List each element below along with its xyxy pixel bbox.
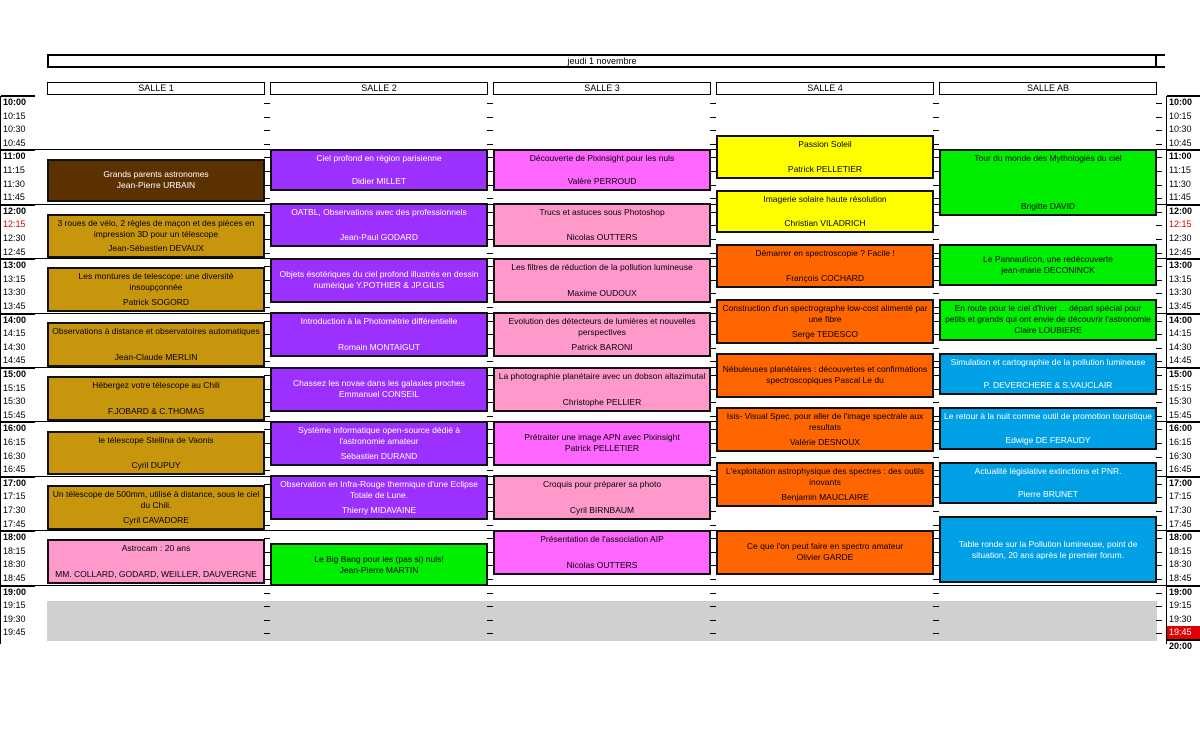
session-block[interactable] — [270, 367, 488, 412]
session-speaker: Jean-Claude MERLIN — [114, 351, 198, 362]
hour-rule — [1167, 476, 1200, 478]
time-label: 18:00 — [1169, 532, 1193, 543]
time-label: 19:45 — [3, 627, 26, 638]
time-label: 16:45 — [1169, 464, 1192, 475]
slot-dash — [264, 103, 270, 104]
slot-dash — [1156, 144, 1162, 145]
time-label: 18:15 — [3, 545, 26, 556]
session-block[interactable] — [493, 258, 711, 303]
session-block[interactable] — [939, 149, 1157, 216]
slot-dash — [933, 130, 939, 131]
slot-dash — [487, 130, 493, 131]
slot-dash — [710, 633, 716, 634]
session-speaker: Sébastien DURAND — [340, 450, 418, 461]
time-label: 16:30 — [3, 450, 26, 461]
session-title: Table ronde sur la Pollution lumineuse, point de situation, 20 ans après le premier forum. — [958, 538, 1138, 560]
slot-dash — [1156, 511, 1162, 512]
time-label: 11:00 — [3, 151, 26, 162]
session-title: Prétraiter une image APN avec Pixinsight — [524, 432, 680, 443]
hour-rule — [1167, 530, 1200, 532]
slot-dash — [933, 239, 939, 240]
session-title: Hébergez votre télescope au Chili — [92, 380, 220, 391]
slot-dash — [1156, 457, 1162, 458]
time-label: 18:30 — [3, 559, 26, 570]
hour-line — [34, 585, 1166, 586]
session-block[interactable] — [47, 214, 265, 258]
slot-dash — [1156, 593, 1162, 594]
session-speaker: Nicolas OUTTERS — [566, 559, 638, 570]
session-block[interactable] — [716, 407, 934, 452]
session-title: Observations à distance et observatoires automatiques — [52, 325, 260, 336]
time-label: 18:15 — [1169, 545, 1192, 556]
time-label: 19:45 — [1167, 626, 1200, 640]
session-speaker: Olivier GARDE — [796, 552, 854, 563]
time-label: 17:45 — [3, 518, 26, 529]
time-label: 13:45 — [3, 301, 26, 311]
session-block[interactable] — [493, 312, 711, 357]
slot-dash — [710, 606, 716, 607]
hour-rule — [1167, 585, 1200, 587]
time-label: 19:15 — [1169, 600, 1192, 611]
session-speaker: Didier MILLET — [351, 176, 407, 187]
time-label: 17:00 — [3, 477, 27, 488]
time-label: 13:00 — [3, 260, 27, 271]
slot-dash — [1156, 239, 1162, 240]
session-speaker: Jean-Pierre URBAIN — [116, 180, 196, 191]
time-label: 17:15 — [3, 491, 26, 502]
session-title: Le Pannauticon, une redécouverte — [983, 254, 1113, 265]
session-block[interactable] — [270, 421, 488, 466]
slot-dash — [1156, 633, 1162, 634]
slot-dash — [487, 470, 493, 471]
hour-rule — [1167, 258, 1200, 260]
slot-dash — [933, 103, 939, 104]
session-speaker: Nicolas OUTTERS — [566, 231, 638, 242]
time-label: 12:00 — [1169, 205, 1193, 216]
session-speaker: Cyril CAVADORE — [123, 514, 189, 525]
time-label: 11:30 — [3, 178, 25, 189]
session-block[interactable] — [47, 267, 265, 312]
session-speaker: Jean-Paul GODARD — [340, 231, 418, 242]
slot-dash — [487, 633, 493, 634]
time-label: 16:30 — [1169, 450, 1192, 461]
time-label: 12:30 — [1169, 233, 1192, 243]
session-block[interactable] — [270, 543, 488, 585]
hour-rule — [1167, 95, 1200, 97]
room-header-4: SALLE 4 — [716, 82, 934, 95]
session-block[interactable] — [47, 322, 265, 367]
time-label: 14:00 — [3, 314, 27, 325]
slot-dash — [1156, 402, 1162, 403]
session-speaker: Edwige DE FERAUDY — [1005, 434, 1091, 445]
time-label: 12:00 — [3, 205, 27, 216]
session-speaker: Emmanuel CONSEIL — [338, 389, 420, 400]
slot-dash — [487, 307, 493, 308]
session-speaker: Patrick PELLETIER — [564, 443, 640, 454]
session-title: Objets ésotériques du ciel profond illustrés en dessin numérique Y.POTHIER & JP.GILIS — [279, 269, 479, 291]
session-block[interactable] — [270, 312, 488, 357]
session-title: L'exploitation astrophysique des spectres : des outils inovants — [725, 465, 925, 487]
session-speaker: Christian VILADRICH — [784, 218, 866, 229]
time-label: 15:00 — [3, 369, 27, 379]
session-title: Nébuleuses planétaires : découvertes et confirmations spectroscopiques Pascal Le du — [722, 364, 928, 386]
session-block[interactable] — [493, 367, 711, 412]
slot-dash — [264, 117, 270, 118]
session-block[interactable] — [47, 159, 265, 203]
session-block[interactable] — [716, 190, 934, 234]
session-speaker: Valérie DESNOUX — [789, 437, 861, 448]
session-title: En route pour le ciel d'hiver ... départ spécial pour petits et grands qui ont envie de découvrir l'astronomie — [945, 303, 1151, 325]
slot-dash — [487, 144, 493, 145]
time-label: 19:30 — [3, 613, 26, 624]
time-label: 14:45 — [3, 355, 26, 366]
session-block[interactable] — [270, 258, 488, 303]
time-column-left — [0, 96, 34, 644]
time-label: 10:00 — [1169, 97, 1193, 107]
session-title: Le retour à la nuit comme outil de promotion touristique — [944, 411, 1152, 422]
session-speaker: Patrick SOGORD — [122, 297, 190, 308]
hour-rule — [1, 258, 35, 260]
session-title: Astrocam : 20 ans — [121, 543, 191, 554]
day-header-tick — [1157, 54, 1165, 68]
time-label: 13:15 — [3, 273, 26, 284]
slot-dash — [710, 525, 716, 526]
time-label: 11:45 — [3, 192, 25, 203]
time-label: 17:30 — [1169, 505, 1192, 515]
time-label: 18:00 — [3, 532, 27, 543]
slot-dash — [933, 606, 939, 607]
slot-dash — [264, 144, 270, 145]
time-label: 10:45 — [3, 137, 26, 148]
time-label: 15:30 — [3, 396, 26, 407]
session-speaker: Patrick BARONI — [571, 342, 633, 353]
session-speaker: Patrick PELLETIER — [787, 163, 863, 174]
session-title: Les filtres de réduction de la pollution lumineuse — [511, 261, 693, 272]
session-block[interactable] — [47, 431, 265, 476]
time-label: 14:45 — [1169, 355, 1192, 366]
time-label: 17:30 — [3, 505, 26, 515]
slot-dash — [487, 593, 493, 594]
slot-dash — [710, 103, 716, 104]
session-block[interactable] — [47, 376, 265, 421]
time-label: 19:30 — [1169, 613, 1192, 624]
hour-rule — [1, 313, 35, 315]
slot-dash — [487, 606, 493, 607]
slot-dash — [487, 198, 493, 199]
time-label: 16:00 — [1169, 423, 1193, 434]
time-label: 10:00 — [3, 97, 27, 107]
session-block[interactable] — [716, 353, 934, 398]
session-title: Démarrer en spectroscopie ? Facile ! — [755, 248, 895, 259]
slot-dash — [710, 130, 716, 131]
session-speaker: Maxime OUDOUX — [567, 287, 637, 298]
slot-dash — [487, 117, 493, 118]
session-title: Les montures de telescope: une diversité insoupçonnée — [78, 271, 234, 293]
slot-dash — [264, 620, 270, 621]
time-label: 16:15 — [3, 437, 26, 447]
session-title: Construction d'un spectrographe low-cost alimenté par une fibre — [722, 302, 928, 324]
time-label: 15:00 — [1169, 369, 1193, 379]
session-title: Ciel profond en région parisienne — [316, 153, 442, 164]
session-speaker: Jean-Pierre MARTIN — [339, 564, 419, 575]
session-title: Evolution des détecteurs de lumières et nouvelles perspectives — [508, 316, 696, 338]
session-title: La photographie planétaire avec un dobson altazimutal — [498, 370, 706, 381]
time-label: 17:00 — [1169, 477, 1193, 488]
time-label: 14:00 — [1169, 314, 1193, 325]
session-block[interactable] — [270, 475, 488, 520]
slot-dash — [933, 511, 939, 512]
session-block[interactable] — [716, 530, 934, 575]
session-speaker: Cyril BIRNBAUM — [569, 505, 635, 516]
slot-dash — [933, 293, 939, 294]
time-label: 17:15 — [1169, 491, 1192, 502]
room-header-1: SALLE 1 — [47, 82, 265, 95]
session-block[interactable] — [716, 299, 934, 344]
session-block[interactable] — [716, 462, 934, 507]
session-speaker: Serge TEDESCO — [792, 328, 858, 339]
session-block[interactable] — [493, 421, 711, 466]
time-label: 14:30 — [3, 341, 26, 352]
slot-dash — [933, 620, 939, 621]
session-speaker: Cyril DUPUY — [131, 460, 181, 471]
session-title: Chassez les novae dans les galaxies proches — [293, 378, 465, 389]
time-label: 18:45 — [3, 573, 26, 583]
session-title: Simulation et cartographie de la pollution lumineuse — [950, 357, 1146, 368]
time-label: 10:45 — [1169, 137, 1192, 148]
session-speaker: Valère PERROUD — [567, 176, 637, 187]
session-speaker: jean-marie DECONINCK — [1001, 265, 1095, 276]
time-label: 10:15 — [3, 110, 26, 121]
session-title: Isis- Visual Spec, pour aller de l'image spectrale aux resultats — [726, 411, 924, 433]
slot-dash — [487, 416, 493, 417]
hour-rule — [1, 149, 35, 151]
session-block[interactable] — [716, 244, 934, 288]
slot-dash — [487, 620, 493, 621]
session-speaker: F.JOBARD & C.THOMAS — [107, 406, 205, 417]
session-block[interactable] — [493, 475, 711, 520]
session-block[interactable] — [270, 149, 488, 191]
time-label: 19:00 — [3, 586, 27, 597]
time-label: 15:45 — [1169, 409, 1192, 420]
time-label: 15:15 — [3, 382, 26, 393]
session-title: Découverte de Pixinsight pour les nuls — [529, 153, 675, 164]
session-title: le télescope Stellina de Vaonis — [98, 434, 214, 445]
room-header-5: SALLE AB — [939, 82, 1157, 95]
time-label: 12:15 — [1169, 219, 1192, 230]
slot-dash — [1156, 117, 1162, 118]
time-label: 11:00 — [1169, 151, 1192, 162]
session-title: 3 roues de vélo, 2 règles de maçon et des pièces en impression 3D pour un télescope — [57, 218, 255, 240]
slot-dash — [933, 633, 939, 634]
evening-band — [47, 601, 1157, 641]
slot-dash — [933, 457, 939, 458]
session-title: Système informatique open-source dédié à l'astronomie amateur — [297, 425, 461, 447]
session-speaker: Pierre BRUNET — [1018, 488, 1078, 499]
session-block[interactable] — [939, 353, 1157, 395]
session-speaker: Thierry MIDAVAINE — [341, 505, 417, 516]
session-title: Croquis pour préparer sa photo — [542, 479, 662, 490]
session-speaker: Jean-Sébastien DEVAUX — [108, 242, 204, 253]
session-speaker: Claire LOUBIERE — [1014, 325, 1082, 336]
slot-dash — [264, 606, 270, 607]
session-title: Observation en Infra-Rouge thermique d'une Eclipse Totale de Lune. — [280, 479, 478, 501]
slot-dash — [487, 103, 493, 104]
slot-dash — [1156, 348, 1162, 349]
time-label: 14:15 — [1169, 328, 1192, 339]
session-title: Présentation de l'association AIP — [540, 533, 664, 544]
session-title: Le Big Bang pour les (pas si) nuls! — [314, 553, 444, 564]
session-block[interactable] — [493, 530, 711, 575]
time-label: 16:45 — [3, 464, 26, 475]
session-block[interactable] — [939, 299, 1157, 341]
day-header: jeudi 1 novembre — [47, 54, 1157, 68]
hour-rule — [1, 421, 35, 423]
hour-rule — [1167, 367, 1200, 369]
time-label: 18:45 — [1169, 573, 1192, 583]
time-label: 19:00 — [1169, 586, 1193, 597]
time-label: 10:30 — [1169, 124, 1192, 135]
time-label: 14:30 — [1169, 341, 1192, 352]
session-title: Ce que l'on peut faire en spectro amateur — [746, 541, 904, 552]
time-column-right — [1166, 96, 1200, 651]
slot-dash — [1156, 225, 1162, 226]
session-title: Trucs et astuces sous Photoshop — [539, 207, 665, 218]
slot-dash — [264, 633, 270, 634]
hour-rule — [1, 476, 35, 478]
room-header-3: SALLE 3 — [493, 82, 711, 95]
time-label: 12:15 — [3, 219, 26, 230]
session-title: Tour du monde des Mythologies du ciel — [974, 153, 1122, 164]
hour-rule — [1, 204, 35, 206]
time-label: 13:00 — [1169, 260, 1193, 271]
session-block[interactable] — [47, 485, 265, 530]
slot-dash — [264, 593, 270, 594]
time-label: 13:30 — [1169, 287, 1192, 298]
time-label: 15:45 — [3, 409, 26, 420]
hour-rule — [1167, 204, 1200, 206]
time-label: 13:30 — [3, 287, 26, 298]
hour-rule — [1167, 313, 1200, 315]
time-label: 12:45 — [3, 246, 26, 257]
slot-dash — [1156, 103, 1162, 104]
hour-rule — [1167, 149, 1200, 151]
hour-rule — [1, 367, 35, 369]
session-speaker: Brigitte DAVID — [1020, 200, 1076, 211]
session-speaker: MM. COLLARD, GODARD, WEILLER, DAUVERGNE — [55, 569, 257, 580]
slot-dash — [264, 130, 270, 131]
time-label: 15:15 — [1169, 382, 1192, 393]
session-speaker: Benjamin MAUCLAIRE — [781, 491, 869, 502]
slot-dash — [933, 402, 939, 403]
session-block[interactable] — [939, 244, 1157, 286]
session-block[interactable] — [47, 539, 265, 584]
room-header-2: SALLE 2 — [270, 82, 488, 95]
session-block[interactable] — [716, 135, 934, 179]
slot-dash — [1156, 130, 1162, 131]
time-label: 20:00 — [1169, 641, 1193, 651]
hour-rule — [1, 95, 35, 97]
slot-dash — [1156, 293, 1162, 294]
time-label: 11:30 — [1169, 178, 1191, 189]
slot-dash — [487, 361, 493, 362]
session-title: Introduction à la Photométrie différentielle — [300, 316, 458, 327]
hour-rule — [1, 530, 35, 532]
time-label: 18:30 — [1169, 559, 1192, 570]
hour-rule — [1, 585, 35, 587]
slot-dash — [1156, 606, 1162, 607]
time-label: 14:15 — [3, 328, 26, 339]
session-title: Un télescope de 500mm, utilisé à distance, sous le ciel du Chili. — [52, 488, 260, 510]
time-label: 13:45 — [1169, 301, 1192, 311]
slot-dash — [933, 117, 939, 118]
slot-dash — [1156, 620, 1162, 621]
slot-dash — [487, 253, 493, 254]
session-block[interactable] — [270, 203, 488, 247]
time-label: 11:15 — [1169, 165, 1191, 175]
time-label: 12:30 — [3, 233, 26, 243]
time-label: 15:30 — [1169, 396, 1192, 407]
slot-dash — [710, 579, 716, 580]
session-title: Actualité législative extinctions et PNR. — [974, 465, 1122, 476]
session-speaker: Romain MONTAIGUT — [337, 342, 421, 353]
time-label: 10:30 — [3, 124, 26, 135]
session-block[interactable] — [939, 516, 1157, 583]
hour-rule — [1167, 421, 1200, 423]
time-label: 10:15 — [1169, 110, 1192, 121]
time-label: 12:45 — [1169, 246, 1192, 257]
session-block[interactable] — [493, 203, 711, 247]
session-block[interactable] — [493, 149, 711, 191]
slot-dash — [710, 593, 716, 594]
time-label: 11:15 — [3, 165, 25, 175]
session-block[interactable] — [939, 462, 1157, 504]
session-title: Grands parents astronomes — [103, 169, 209, 180]
time-label: 16:15 — [1169, 437, 1192, 447]
session-title: Imagerie solaire haute résolution — [763, 193, 887, 204]
session-title: OATBL, Observations avec des professionnels — [291, 207, 467, 218]
time-label: 19:15 — [3, 600, 26, 611]
slot-dash — [710, 117, 716, 118]
session-title: Passion Soleil — [798, 139, 852, 150]
time-label: 17:45 — [1169, 518, 1192, 529]
time-label: 16:00 — [3, 423, 27, 434]
session-speaker: François COCHARD — [786, 272, 864, 283]
slot-dash — [933, 593, 939, 594]
slot-dash — [710, 620, 716, 621]
session-block[interactable] — [939, 407, 1157, 449]
session-speaker: Christophe PELLIER — [562, 396, 642, 407]
time-label: 13:15 — [1169, 273, 1192, 284]
slot-dash — [487, 525, 493, 526]
slot-dash — [933, 348, 939, 349]
session-speaker: P. DEVERCHERE & S.VAUCLAIR — [983, 380, 1113, 391]
time-label: 11:45 — [1169, 192, 1191, 203]
